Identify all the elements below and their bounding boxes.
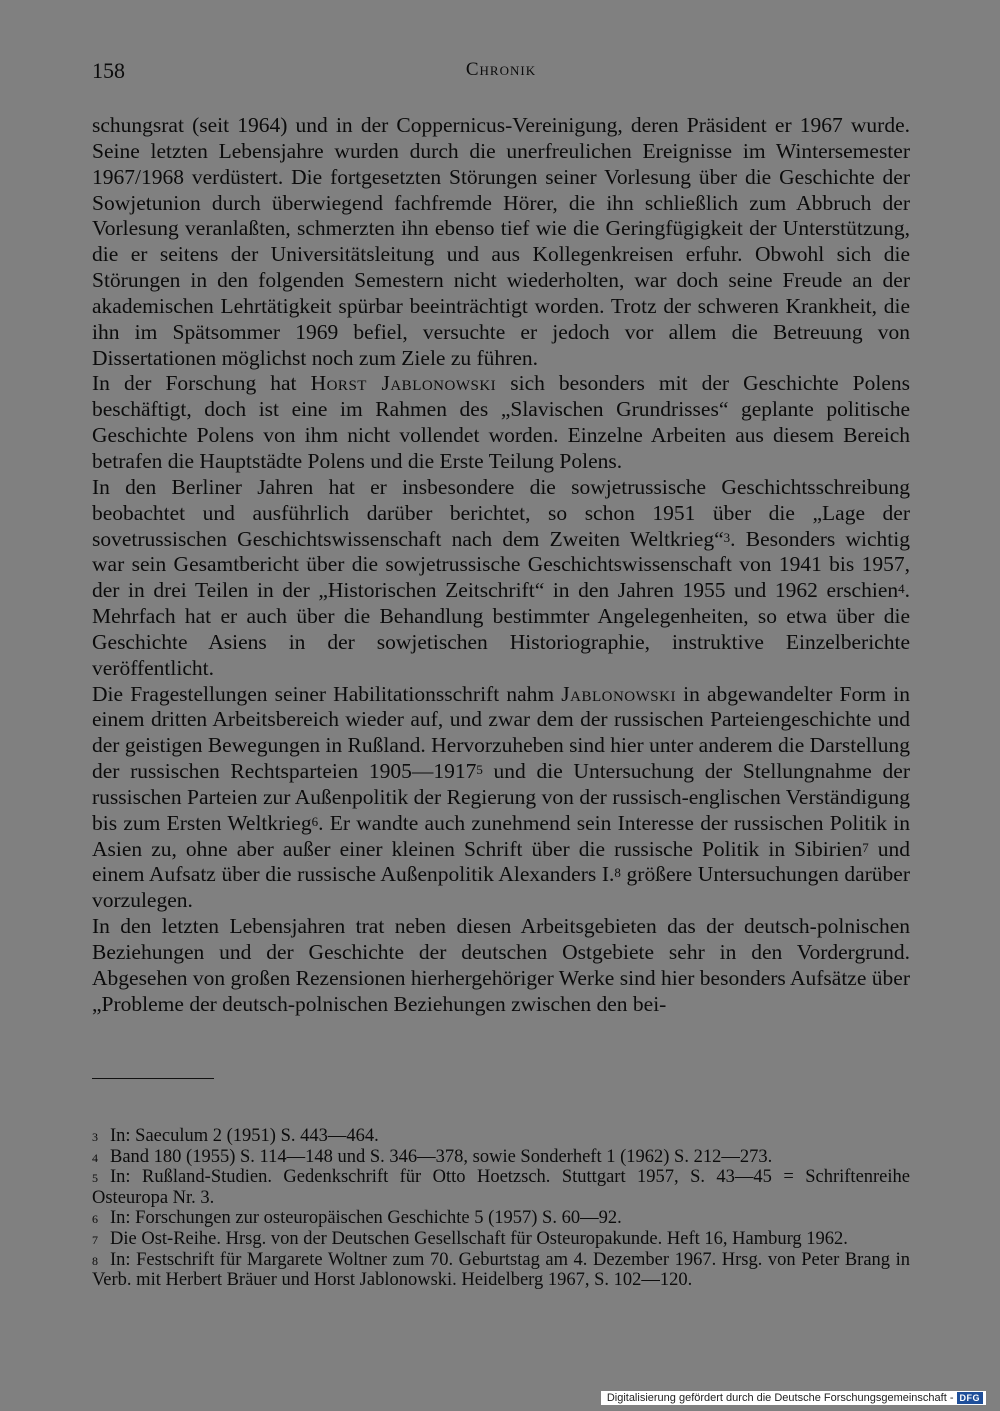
footnotes [92,1126,910,1291]
footnote-text: In: Rußland-Studien. Gedenkschrift für Otto Hoetzsch. Stuttgart 1957, S. 43—45 = Schriftenreihe Osteuropa Nr. 3. [92,1167,910,1208]
footnote-divider [92,1078,214,1079]
paragraph [92,113,910,371]
paragraph-text: und einem Aufsatz über die russische Außenpolitik Alexanders I. [92,836,911,887]
footnote-reference[interactable]: 7 [862,839,869,855]
paragraph-text: . Er wandte auch zunehmend sein Interesse der russischen Politik in Asien zu, ohne aber außer einer kleinen Schrift über die russische Politik in Sibirien [92,810,910,861]
footnote-marker: 4 [92,1150,98,1165]
paragraph-text: schungsrat (seit 1964) und in der Coppernicus-Vereinigung, deren Präsident er 1967 wurde. Seine letzten Lebensjahre wurden durch die unerfreulichen Ereignisse im Wintersemester 1967/1968 verdüstert. Die fortgesetzten Störungen seiner Vorlesung über die Geschichte der Sowjetunion durch überwiegend fachfremde Hörer, die ihn schließlich zum Abbruch der Vorlesung veranlaßten, schmerzten ihn ebenso tief wie die Geringfügigkeit der Unterstützung, die er seitens der Universitätsleitung und aus Kollegenkreisen erfuhr. Obwohl sich die Störungen in den folgenden Semestern nicht wiederholten, war doch seine Freude an der akademischen Lehrtätigkeit spürbar beeinträchtigt worden. Trotz der schweren Krankheit, die ihn im Spätsommer 1969 befiel, versuchte er jedoch vor allem die Betreuung von Dissertationen möglichst noch zum Ziele zu führen. [92,113,910,370]
paragraph-text: In den Berliner Jahren hat er insbesondere die sowjetrussische Geschichtsschreibung beobachtet und ausführlich darüber berichtet, so schon 1951 über die „Lage der sovetrussischen Geschichtswissenschaft nach dem Zweiten Weltkrieg“ [92,474,910,551]
footnote [92,1229,910,1250]
footnote [92,1208,910,1229]
paragraph-text: . Besonders wichtig war sein Gesamtbericht über die sowjetrussische Geschichtswissenschaft von 1941 bis 1957, der in drei Teilen in der „Historischen Zeitschrift“ in den Jahren 1955 und 1962 erschien [92,526,910,603]
paragraph [92,371,910,474]
page-header [92,58,910,88]
footnote [92,1167,910,1208]
footnote-text: In: Festschrift für Margarete Woltner zum 70. Geburtstag am 4. Dezember 1967. Hrsg. von Peter Brang in Verb. mit Herbert Bräuer und Horst Jablonowski. Heidelberg 1967, S. 102—120. [92,1249,910,1291]
footnote-marker: 3 [92,1130,98,1144]
credit-text: Digitalisierung gefördert durch die Deutsche Forschungsgemeinschaft - [606,1392,954,1404]
paragraph [92,682,910,915]
footnote-text: In: Forschungen zur osteuropäischen Geschichte 5 (1957) S. 60—92. [110,1208,622,1229]
dfg-logo-icon: DFG [957,1392,984,1404]
footnote-marker: 8 [92,1253,98,1268]
paragraph [92,914,910,1017]
footnote-reference[interactable]: 8 [614,865,621,881]
author-name: Jablonowski [561,681,676,706]
paragraph-text: In den letzten Lebensjahren trat neben diesen Arbeitsgebieten das der deutsch-polnischen Beziehungen und der Geschichte der deutschen Ostgebiete sehr in den Vordergrund. Abgesehen von großen Rezensionen hierhergehöriger Werke sind hier besonders Aufsätze über „Probleme der deutsch-polnischen Beziehungen zwischen den bei- [92,914,910,1016]
paragraph-text: Die Fragestellungen seiner Habilitationsschrift nahm [92,681,562,706]
footnote-reference[interactable]: 3 [723,529,731,545]
footnote-text: Band 180 (1955) S. 114—148 und S. 346—378, sowie Sonderheft 1 (1962) S. 212—273. [110,1146,773,1167]
page-number: 158 [92,58,125,83]
running-head: Chronik [465,59,537,80]
paragraph-text: in abgewandelter Form in einem dritten Arbeitsbereich wieder auf, und zwar dem der russischen Parteiengeschichte und der geistigen Bewegungen in Rußland. Hervorzuheben sind hier unter anderem die Darstellung der russischen Rechtsparteien 1905—1917 [92,681,910,784]
main-text [92,113,910,1018]
paragraph-text: sich besonders mit der Geschichte Polens beschäftigt, doch ist eine im Rahmen des „Slavischen Grundrisses“ geplante politische Geschichte Polens von ihm nicht vollendet worden. Einzelne Arbeiten aus diesem Bereich betrafen die Hauptstädte Polens und die Erste Teilung Polens. [92,371,911,473]
footnote-text: In: Saeculum 2 (1951) S. 443—464. [110,1126,379,1146]
footnote-marker: 6 [92,1212,98,1227]
paragraph [92,475,910,682]
footnote-marker: 5 [92,1171,98,1186]
footnote-marker: 7 [92,1232,98,1247]
paragraph-text: größere Untersuchungen darüber vorzulegen. [92,862,910,913]
paragraph-text: . Mehrfach hat er auch über die Behandlung bestimmter Angelegenheiten, so etwa über die Geschichte Asiens in der sowjetischen Historiographie, instruktive Einzelberichte veröffentlicht. [92,578,910,680]
footnote [92,1126,910,1147]
paragraph-text: und die Untersuchung der Stellungnahme der russischen Parteien zur Außenpolitik der Regierung von der russisch-englischen Verständigung bis zum Ersten Weltkrieg [92,759,910,835]
footnote-reference[interactable]: 4 [898,581,905,597]
footnote-text: Die Ost-Reihe. Hrsg. von der Deutschen Gesellschaft für Osteuropakunde. Heft 16, Hamburg 1962. [110,1228,848,1249]
footnote-reference[interactable]: 6 [311,813,319,829]
footnote-reference[interactable]: 5 [476,762,483,778]
author-name: Horst Jablonowski [310,371,497,396]
digitization-credit[interactable] [601,1391,986,1405]
paragraph-text: In der Forschung hat [92,371,311,396]
footnote [92,1250,910,1291]
footnote [92,1147,910,1168]
